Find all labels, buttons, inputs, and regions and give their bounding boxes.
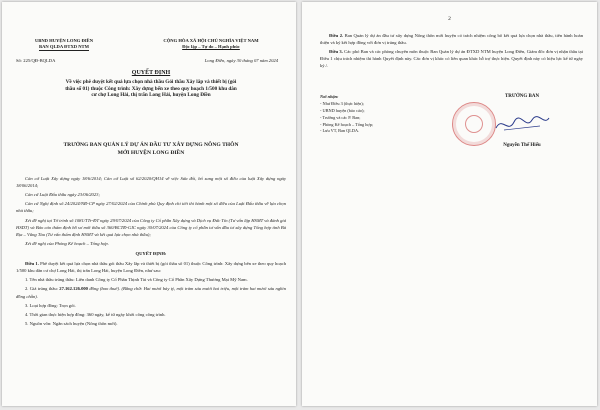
document-page-2 bbox=[302, 2, 597, 406]
item-text: Tên nhà thầu trúng thầu: Liên danh Công ty Cổ Phần Thịnh Tài và Công ty Cổ Phần Xây Dựng Thương Mại Mỹ Nam. bbox=[29, 277, 248, 283]
item-text: Thời gian thực hiện hợp đồng: 360 ngày, kể từ ngày khởi công công trình. bbox=[29, 311, 166, 317]
document-number: Số: 225/QĐ-BQLDA bbox=[16, 58, 56, 63]
decides-heading: QUYẾT ĐỊNH: bbox=[135, 250, 167, 256]
recital-paragraph: Căn cứ Luật Đấu thầu ngày 23/06/2023; bbox=[25, 192, 100, 198]
recipient-item: - Trưởng và các P. Ban; bbox=[320, 114, 361, 120]
article-3-text: Các phó Ban và các phòng chuyên môn thuộc Ban Quản lý dự án ĐTXD NTM huyện Long Điền, Giám đốc đơn vị nhận thầu tại Điều 1 chịu trách nhiệm thi hành Quyết định này. Các đơn vị khác có liên quan khác hỗ trợ thực hiện. Quyết định này có hiệu lực kể từ ngày ký./. bbox=[320, 49, 583, 69]
article-1 bbox=[16, 260, 286, 274]
authority-line: MỚI HUYỆN LONG ĐIỀN bbox=[117, 149, 185, 156]
article-2-label: Điều 2. bbox=[329, 33, 344, 38]
recipient-item: - Lưu VT, Ban QLDA. bbox=[320, 128, 360, 134]
article-item bbox=[16, 276, 286, 283]
recital-paragraph: Xét đề nghị của Phòng Kế hoạch – Tổng hợp. bbox=[25, 240, 109, 246]
article-3-label: Điều 3. bbox=[329, 49, 343, 55]
item-number: 3. bbox=[25, 302, 29, 308]
decision-title-block bbox=[16, 70, 286, 99]
decision-subject-line: thầu số 01) thuộc Công trình: Xây dựng bến xe theo quy hoạch 1/500 khu dân bbox=[65, 85, 237, 92]
item-number: 1. bbox=[25, 277, 29, 283]
item-prefix: Giá trúng thầu: bbox=[29, 286, 58, 292]
decision-title: QUYẾT ĐỊNH bbox=[131, 70, 171, 76]
item-number: 2. bbox=[25, 286, 29, 292]
article-2-text: Ban Quản lý dự án đầu tư xây dựng Nông thôn mới huyện có trách nhiệm công bố kết quả lựa chọn nhà thầu, tiến hành hoàn thiện và ký kết hợp đồng với đơn vị trúng thầu. bbox=[320, 33, 584, 46]
signer-name: Nguyễn Thế Hiếu bbox=[503, 143, 541, 148]
item-text: Nguồn vốn: Ngân sách huyện (Nông thôn mới). bbox=[29, 320, 118, 326]
article-item bbox=[16, 311, 286, 318]
article-3 bbox=[320, 48, 583, 69]
authority-line: TRƯỞNG BAN QUẢN LÝ DỰ ÁN ĐẦU TƯ XÂY DỰNG NÔNG THÔN bbox=[63, 142, 239, 148]
national-motto: Độc lập – Tự do – Hạnh phúc bbox=[182, 43, 240, 49]
signer-title: TRƯỞNG BAN bbox=[504, 94, 540, 99]
contract-price: 27.162.126.000 bbox=[59, 286, 88, 292]
place-date: Long Điền, ngày 30 tháng 07 năm 2024 bbox=[204, 58, 278, 63]
recipient-item: - Như Điều 3 (thực hiện); bbox=[320, 100, 364, 106]
item-text: đồng (bao thuế). (Bằng chữ: Hai mươi bảy tỷ, một trăm sáu mươi hai triệu, một trăm hai mươi sáu nghìn đồng chẵn). bbox=[16, 286, 287, 299]
recipient-item: - UBND huyện (báo cáo); bbox=[320, 107, 365, 113]
signature-block bbox=[462, 94, 582, 148]
article-2 bbox=[320, 32, 583, 46]
document-meta bbox=[16, 58, 286, 63]
page-number: 2 bbox=[448, 16, 451, 22]
decision-subject-line: Về việc phê duyệt kết quả lựa chọn nhà thầu Gói thầu Xây lắp và thiết bị (gói bbox=[65, 78, 237, 85]
recipients-block bbox=[320, 94, 430, 135]
article-item bbox=[16, 302, 286, 309]
authority-heading bbox=[16, 142, 286, 157]
item-number: 5. bbox=[25, 320, 29, 326]
recipients-label: Nơi nhận: bbox=[320, 94, 339, 99]
article-1-label: Điều 1. bbox=[25, 261, 39, 267]
recital-paragraph: Căn cứ Luật Xây dựng ngày 18/6/2014; Căn cứ Luật số 62/2020/QH14 về việc Sửa đổi, bổ sung một số điều của luật Xây dựng ngày 18/06/2014; bbox=[16, 176, 286, 189]
item-text: Loại hợp đồng: Trọn gói. bbox=[29, 302, 76, 308]
issuer-block bbox=[14, 38, 114, 51]
recital-paragraph: Căn cứ Nghị định số 24/2024/NĐ-CP ngày 27/02/2024 của Chính phủ Quy định chi tiết thi hành một số điều của Luật Đấu thầu về lựa chọn nhà thầu; bbox=[16, 201, 286, 214]
article-item bbox=[16, 320, 286, 327]
issuer-line1: UBND HUYỆN LONG ĐIỀN bbox=[34, 38, 94, 43]
decision-body bbox=[16, 175, 286, 329]
recital-paragraph: Xét đề nghị tại Tờ trình số 1081/TTr-ĐT ngày 29/07/2024 của Công ty Cổ phần Xây dựng và Dịch vụ Đức Tín (Tư vấn lập HSMT và đánh giá HSDT) và Báo cáo thẩm định hồ sơ mời thầu số 360/BCTĐ-GIC ngày 30/07/2024 của Công ty cổ phần tư vấn đầu tư xây dựng Tổng hợp tỉnh Bà Rịa – Vũng Tàu (Tư vấn thẩm định HSMT và kết quả lựa chọn nhà thầu); bbox=[16, 217, 286, 237]
national-motto-block bbox=[136, 38, 286, 49]
decision-subject-line: cư chợ Long Hải, thị trấn Long Hải, huyện Long Điền bbox=[91, 92, 211, 99]
item-number: 4. bbox=[25, 311, 29, 317]
document-page-1 bbox=[2, 2, 296, 406]
decision-body-continued bbox=[320, 32, 583, 72]
article-item bbox=[16, 285, 286, 299]
recipient-item: - Phòng Kế hoạch – Tổng hợp; bbox=[320, 121, 374, 127]
article-1-text: Phê duyệt kết quả lựa chọn nhà thầu gói thầu Xây lắp và thiết bị (gói thầu số 01) thuộc Công trình: Xây dựng bến xe theo quy hoạch 1/500 khu dân cư chợ Long Hải, thị trấn Long Hải, huyện Long Điền, như sau: bbox=[16, 261, 286, 274]
national-title: CỘNG HÒA XÃ HỘI CHỦ NGHĨA VIỆT NAM bbox=[163, 38, 259, 43]
issuer-line2: BAN QLDA ĐTXD NTM bbox=[39, 44, 89, 52]
